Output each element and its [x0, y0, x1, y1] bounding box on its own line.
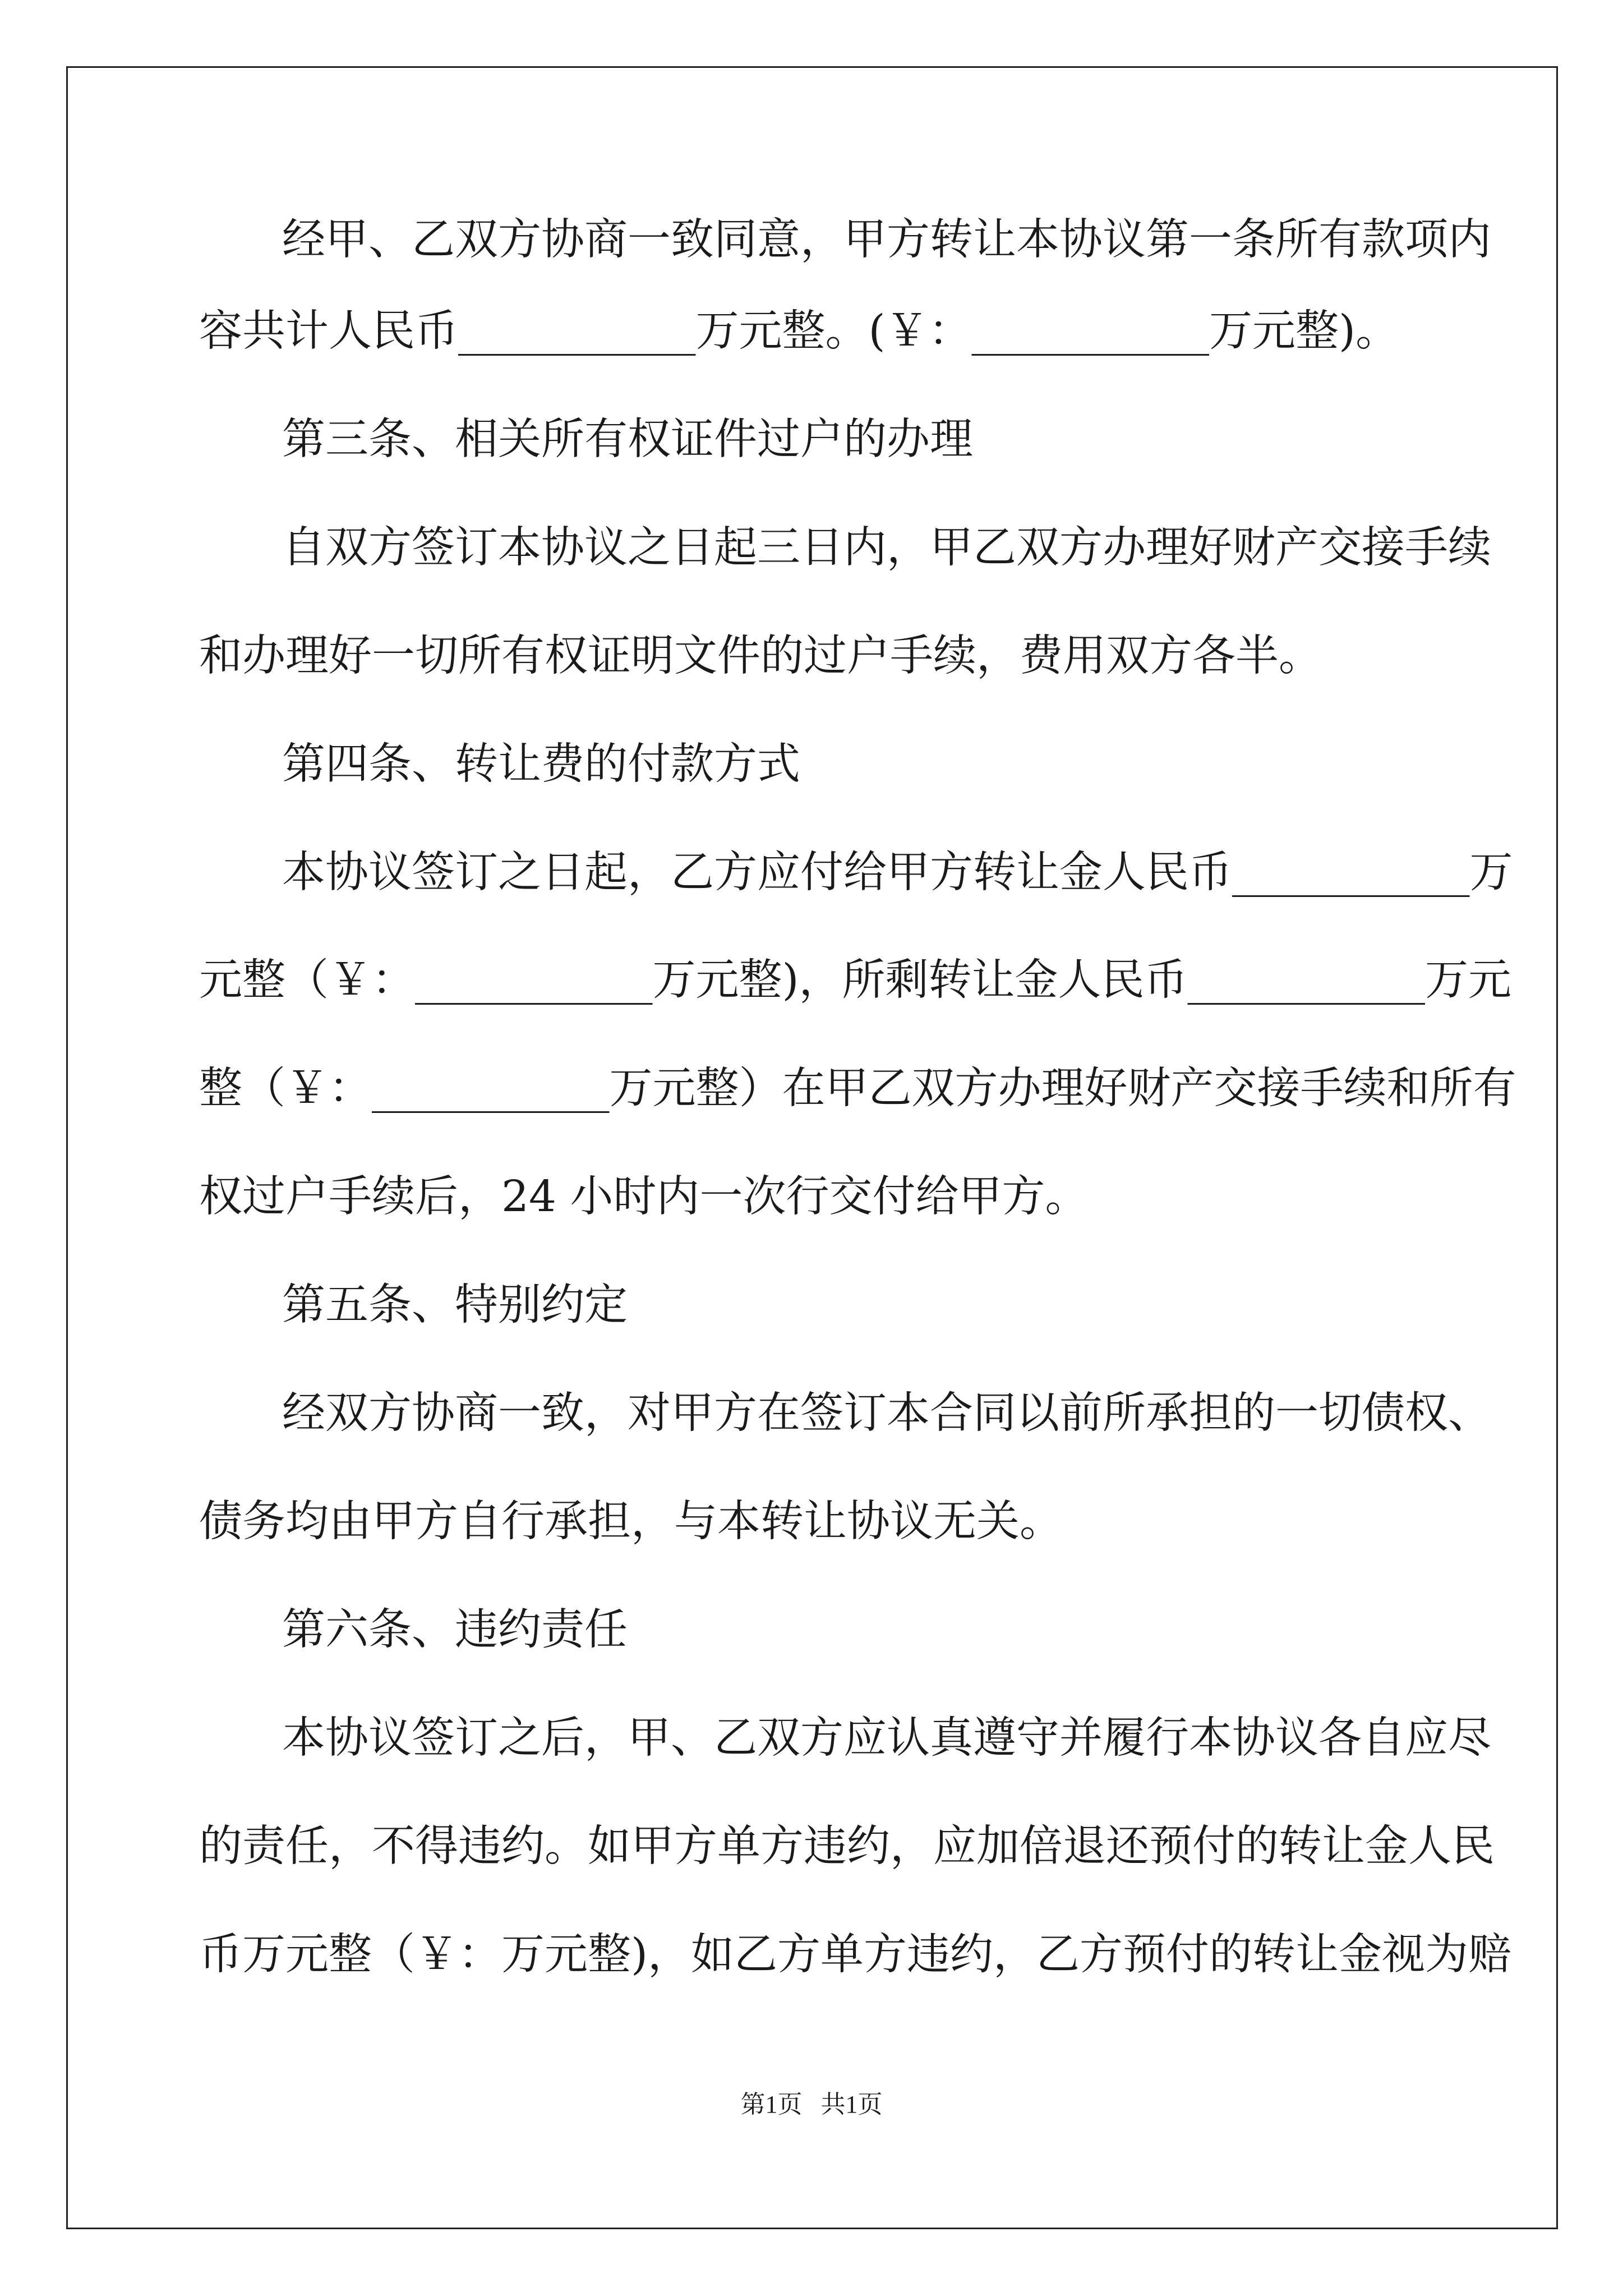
page-border [66, 66, 1558, 2229]
paragraph-line: 经双方协商一致，对甲方在签订本合同以前所承担的一切债权、 [282, 1388, 1491, 1438]
section-heading: 第六条、违约责任 [282, 1605, 628, 1655]
paragraph-line: 整（￥：___________万元整）在甲乙双方办理好财产交接手续和所有 [199, 1064, 1516, 1114]
paragraph-line: 本协议签订之后，甲、乙双方应认真遵守并履行本协议各自应尽 [282, 1713, 1491, 1763]
paragraph-line: 自双方签订本协议之日起三日内，甲乙双方办理好财产交接手续 [282, 523, 1491, 573]
paragraph-line: 经甲、乙双方协商一致同意，甲方转让本协议第一条所有款项内 [282, 215, 1491, 265]
section-heading: 第三条、相关所有权证件过户的办理 [282, 415, 973, 464]
paragraph-line: 容共计人民币___________万元整。(￥：___________万元整)。 [199, 306, 1399, 356]
paragraph-line: 币万元整（￥：万元整)，如乙方单方违约，乙方预付的转让金视为赔 [199, 1930, 1512, 1980]
paragraph-line: 的责任，不得违约。如甲方单方违约，应加倍退还预付的转让金人民 [199, 1821, 1495, 1871]
paragraph-line: 本协议签订之日起，乙方应付给甲方转让金人民币___________万 [282, 848, 1513, 898]
paragraph-line: 和办理好一切所有权证明文件的过户手续，费用双方各半。 [199, 631, 1322, 681]
paragraph-line: 债务均由甲方自行承担，与本转让协议无关。 [199, 1497, 1063, 1547]
section-heading: 第五条、特别约定 [282, 1280, 628, 1330]
paragraph-line: 元整（￥：___________万元整)，所剩转让金人民币___________万元 [199, 955, 1512, 1005]
paragraph-line: 权过户手续后，24 小时内一次行交付给甲方。 [199, 1172, 1089, 1222]
page-footer: 第1页 共1页 [740, 2091, 883, 2118]
section-heading: 第四条、转让费的付款方式 [282, 739, 800, 789]
